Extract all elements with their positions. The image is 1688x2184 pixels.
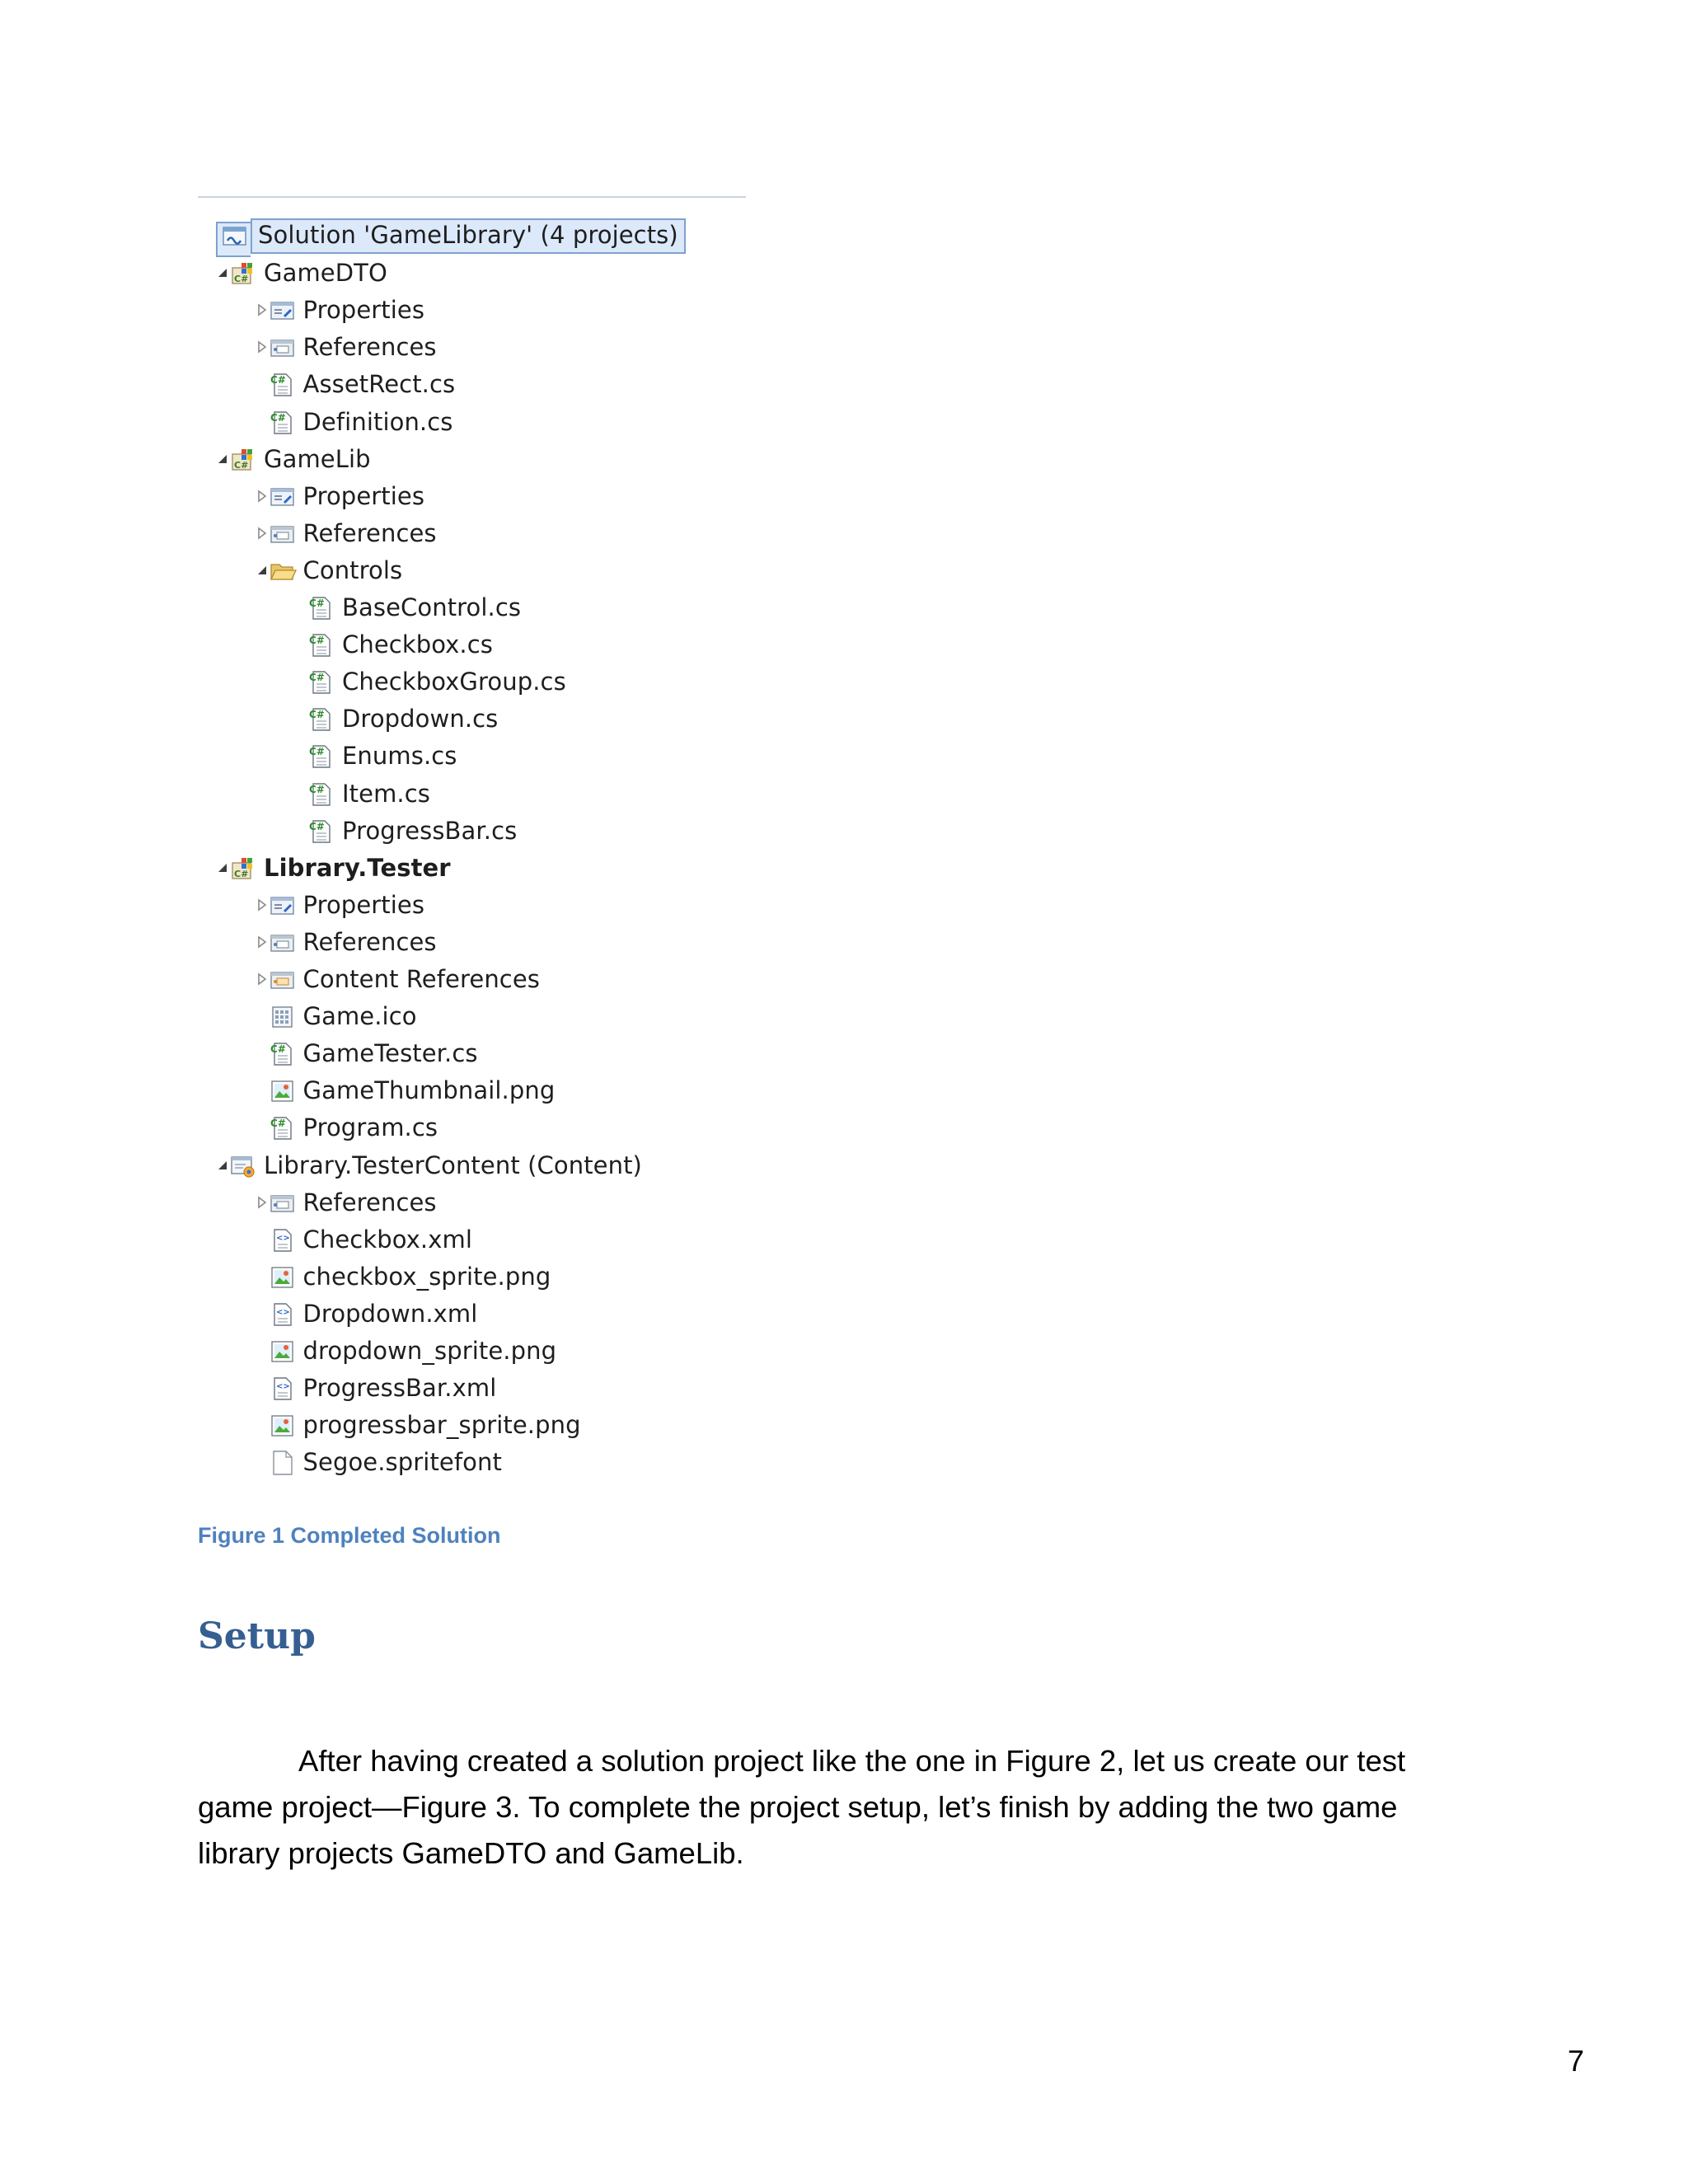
tree-item-dropdown-sprite-png[interactable] bbox=[198, 1333, 750, 1370]
tree-item-enums-cs[interactable] bbox=[198, 738, 750, 775]
tree-item-label: Checkbox.xml bbox=[302, 1225, 473, 1254]
collapsed-arrow-icon[interactable] bbox=[256, 302, 269, 317]
project-icon bbox=[229, 448, 257, 472]
svg-text:C#: C# bbox=[270, 1043, 286, 1056]
collapsed-arrow-icon[interactable] bbox=[256, 489, 269, 504]
tree-item-label: Definition.cs bbox=[302, 407, 453, 436]
svg-text:C#: C# bbox=[270, 374, 286, 387]
tree-item-label: Program.cs bbox=[302, 1113, 438, 1142]
solution-icon bbox=[221, 224, 249, 249]
tree-item-label: References bbox=[302, 333, 437, 362]
tree-item-label: Solution 'GameLibrary' (4 projects) bbox=[251, 218, 686, 254]
csharp-file-icon bbox=[307, 596, 335, 621]
tree-item-label: GameThumbnail.png bbox=[302, 1076, 556, 1105]
csharp-file-icon bbox=[307, 633, 335, 658]
tree-item-properties[interactable] bbox=[198, 478, 750, 515]
ico-file-icon bbox=[269, 1005, 297, 1029]
tree-item-library-tester[interactable] bbox=[198, 850, 750, 887]
svg-text:C#: C# bbox=[309, 820, 325, 832]
svg-text:C#: C# bbox=[309, 746, 325, 758]
tree-item-gamelib[interactable] bbox=[198, 441, 750, 478]
collapsed-arrow-icon[interactable] bbox=[256, 526, 269, 541]
tree-item-label: Library.Tester bbox=[264, 853, 451, 882]
collapsed-arrow-icon[interactable] bbox=[256, 340, 269, 354]
csharp-file-icon bbox=[269, 1042, 297, 1066]
solution-explorer-figure bbox=[198, 196, 750, 1478]
svg-text:C#: C# bbox=[309, 709, 325, 721]
blank-file-icon bbox=[269, 1451, 297, 1475]
tree-item-dropdown-xml[interactable] bbox=[198, 1296, 750, 1333]
csharp-file-icon bbox=[307, 670, 335, 695]
tree-item-progressbar-xml[interactable] bbox=[198, 1370, 750, 1407]
expanded-arrow-icon[interactable] bbox=[256, 563, 269, 578]
csharp-file-icon bbox=[307, 819, 335, 844]
tree-item-progressbar-cs[interactable] bbox=[198, 813, 750, 850]
tree-item-label: ProgressBar.xml bbox=[302, 1374, 497, 1403]
tree-item-label: Dropdown.xml bbox=[302, 1299, 478, 1328]
svg-text:C#: C# bbox=[309, 635, 325, 647]
content-project-icon bbox=[229, 1154, 257, 1179]
tree-item-label: progressbar_sprite.png bbox=[302, 1411, 581, 1440]
svg-text:<>: <> bbox=[275, 1382, 290, 1392]
csharp-file-icon bbox=[307, 744, 335, 769]
svg-text:<>: <> bbox=[275, 1307, 290, 1317]
tree-item-references[interactable] bbox=[198, 329, 750, 366]
tree-item-label: Item.cs bbox=[342, 779, 430, 808]
csharp-file-icon bbox=[269, 410, 297, 435]
expanded-arrow-icon[interactable] bbox=[216, 265, 229, 280]
tree-item-label: References bbox=[302, 1188, 437, 1216]
figure-caption: Figure 1 Completed Solution bbox=[198, 1523, 501, 1548]
tree-item-properties[interactable] bbox=[198, 887, 750, 924]
image-file-icon bbox=[269, 1339, 297, 1364]
svg-text:C#: C# bbox=[234, 274, 249, 285]
project-icon bbox=[229, 261, 257, 286]
tree-item-label: Content References bbox=[302, 965, 540, 993]
tree-item-label: checkbox_sprite.png bbox=[302, 1262, 551, 1291]
figure-top-border bbox=[198, 196, 746, 198]
svg-text:C#: C# bbox=[309, 672, 325, 684]
tree-item-library-testercontent-content[interactable] bbox=[198, 1147, 750, 1184]
project-icon bbox=[229, 856, 257, 881]
body-paragraph: After having created a solution project like the one in Figure 2, let us create our test game project—Figure 3. To complete the project setup, let’s finish by adding the two game library projects GameDTO and GameLib. bbox=[198, 1744, 1406, 1870]
tree-item-label: Properties bbox=[302, 890, 425, 919]
svg-text:C#: C# bbox=[270, 1118, 286, 1130]
properties-icon bbox=[269, 893, 297, 918]
tree-item-gametester-cs[interactable] bbox=[198, 1035, 750, 1072]
properties-icon bbox=[269, 485, 297, 509]
tree-item-label: Checkbox.cs bbox=[342, 630, 494, 659]
tree-item-assetrect-cs[interactable] bbox=[198, 366, 750, 403]
page-number: 7 bbox=[1568, 2044, 1585, 2078]
csharp-file-icon bbox=[269, 373, 297, 397]
properties-icon bbox=[269, 298, 297, 323]
expanded-arrow-icon[interactable] bbox=[216, 452, 229, 466]
tree-item-content-references[interactable] bbox=[198, 961, 750, 998]
svg-text:C#: C# bbox=[270, 411, 286, 424]
tree-item-label: References bbox=[302, 927, 437, 956]
tree-item-properties[interactable] bbox=[198, 292, 750, 329]
tree-item-basecontrol-cs[interactable] bbox=[198, 589, 750, 626]
tree-item-segoe-spritefont[interactable] bbox=[198, 1444, 750, 1481]
tree-item-checkboxgroup-cs[interactable] bbox=[198, 663, 750, 701]
tree-item-label: Controls bbox=[302, 555, 403, 584]
tree-item-references[interactable] bbox=[198, 1184, 750, 1221]
image-file-icon bbox=[269, 1413, 297, 1438]
tree-item-references[interactable] bbox=[198, 924, 750, 961]
expanded-arrow-icon[interactable] bbox=[216, 860, 229, 875]
svg-text:C#: C# bbox=[234, 459, 249, 471]
tree-item-label: dropdown_sprite.png bbox=[302, 1337, 557, 1365]
tree-item-solution-gamelibrary-4-projects[interactable] bbox=[198, 218, 750, 255]
tree-item-label: Game.ico bbox=[302, 1002, 417, 1031]
tree-item-checkbox-sprite-png[interactable] bbox=[198, 1258, 750, 1296]
csharp-file-icon bbox=[307, 782, 335, 807]
tree-item-label: Properties bbox=[302, 296, 425, 325]
xml-file-icon bbox=[269, 1228, 297, 1253]
xml-file-icon bbox=[269, 1376, 297, 1401]
collapsed-arrow-icon[interactable] bbox=[256, 1195, 269, 1210]
tree-item-controls[interactable] bbox=[198, 552, 750, 589]
collapsed-arrow-icon[interactable] bbox=[256, 972, 269, 987]
tree-item-label: BaseControl.cs bbox=[342, 593, 522, 621]
csharp-file-icon bbox=[307, 707, 335, 732]
xml-file-icon bbox=[269, 1302, 297, 1327]
tree-item-label: Dropdown.cs bbox=[342, 705, 499, 733]
collapsed-arrow-icon[interactable] bbox=[256, 898, 269, 912]
section-heading: Setup bbox=[198, 1615, 316, 1657]
tree-item-label: ProgressBar.cs bbox=[342, 816, 518, 845]
tree-item-label: AssetRect.cs bbox=[302, 370, 456, 399]
references-icon bbox=[269, 1191, 297, 1216]
collapsed-arrow-icon[interactable] bbox=[256, 935, 269, 949]
references-icon bbox=[269, 930, 297, 955]
tree-item-definition-cs[interactable] bbox=[198, 404, 750, 441]
image-file-icon bbox=[269, 1265, 297, 1290]
tree-item-label: Enums.cs bbox=[342, 742, 457, 771]
tree-item-label: Library.TesterContent (Content) bbox=[264, 1151, 642, 1179]
tree-item-label: GameLib bbox=[264, 444, 371, 473]
tree-item-item-cs[interactable] bbox=[198, 776, 750, 813]
tree-item-references[interactable] bbox=[198, 515, 750, 552]
csharp-file-icon bbox=[269, 1116, 297, 1141]
references-icon bbox=[269, 522, 297, 546]
tree-item-label: References bbox=[302, 518, 437, 547]
tree-item-gamedto[interactable] bbox=[198, 255, 750, 292]
svg-text:C#: C# bbox=[309, 783, 325, 795]
expanded-arrow-icon[interactable] bbox=[216, 1158, 229, 1173]
svg-text:<>: <> bbox=[275, 1233, 290, 1243]
tree-item-dropdown-cs[interactable] bbox=[198, 701, 750, 738]
svg-text:C#: C# bbox=[234, 868, 249, 879]
folder-open-icon bbox=[269, 559, 297, 583]
tree-item-label: Segoe.spritefont bbox=[302, 1448, 502, 1477]
content-references-icon bbox=[269, 968, 297, 992]
tree-item-gamethumbnail-png[interactable] bbox=[198, 1072, 750, 1109]
image-file-icon bbox=[269, 1079, 297, 1104]
tree-item-label: GameDTO bbox=[264, 259, 387, 288]
tree-item-progressbar-sprite-png[interactable] bbox=[198, 1407, 750, 1444]
svg-text:C#: C# bbox=[309, 598, 325, 609]
tree-item-game-ico[interactable] bbox=[198, 998, 750, 1035]
tree-item-checkbox-cs[interactable] bbox=[198, 626, 750, 663]
tree-item-label: GameTester.cs bbox=[302, 1039, 478, 1068]
references-icon bbox=[269, 335, 297, 360]
tree-item-label: CheckboxGroup.cs bbox=[342, 668, 566, 696]
tree-item-label: Properties bbox=[302, 481, 425, 510]
tree-item-checkbox-xml[interactable] bbox=[198, 1221, 750, 1258]
tree-item-program-cs[interactable] bbox=[198, 1109, 750, 1146]
